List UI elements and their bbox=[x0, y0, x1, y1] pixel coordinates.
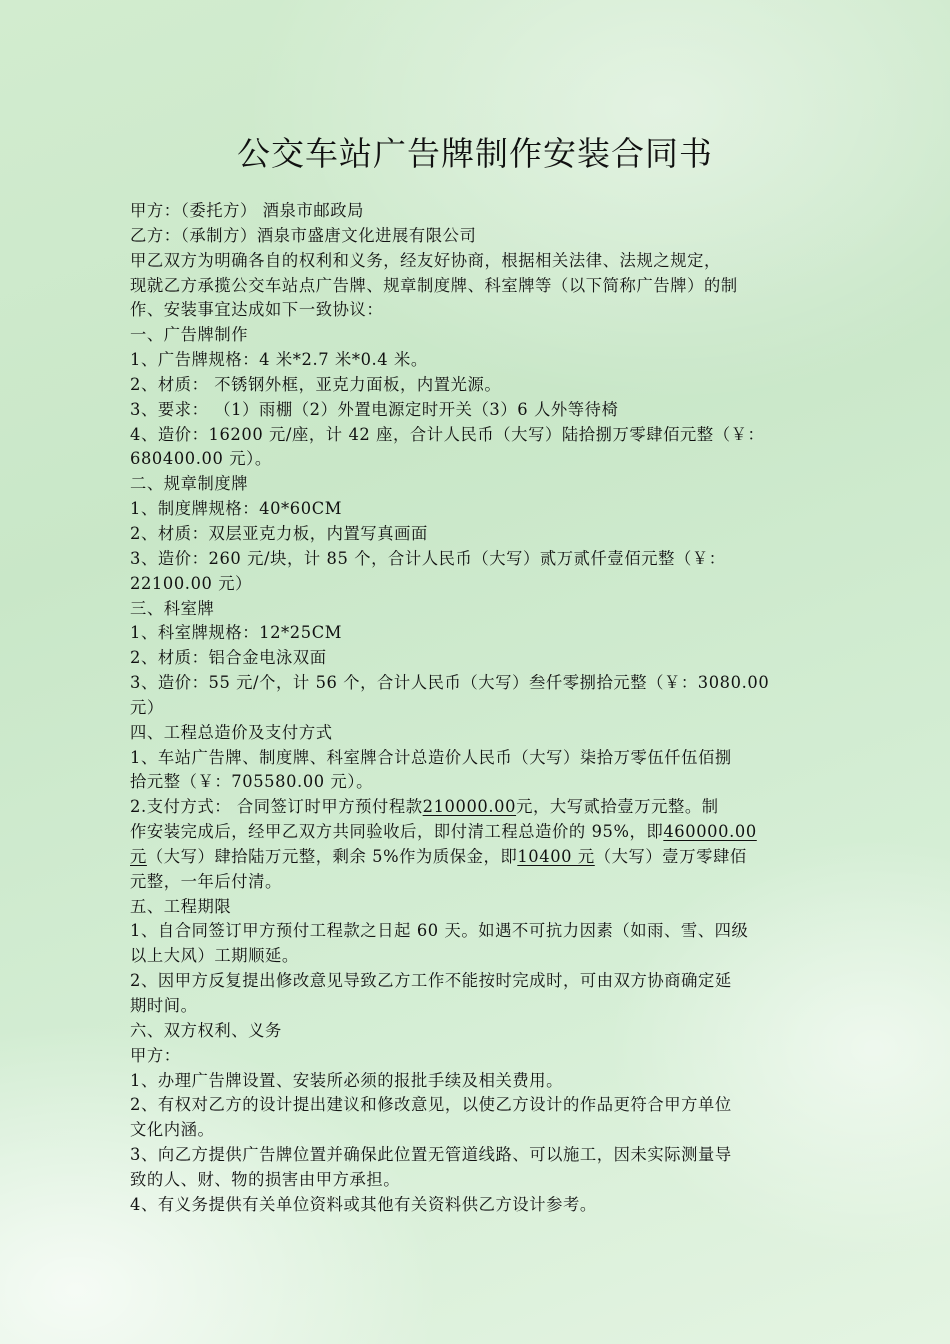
clause-line bbox=[130, 944, 820, 969]
clause-line bbox=[130, 795, 820, 820]
text-segment: 二、规章制度牌 bbox=[130, 474, 249, 494]
section-heading bbox=[130, 597, 820, 622]
clause-line bbox=[130, 820, 820, 845]
text-segment: 作、安装事宜达成如下一致协议： bbox=[130, 300, 384, 320]
clause-line bbox=[130, 696, 820, 721]
clause-line bbox=[130, 870, 820, 895]
text-segment: 1、科室牌规格：12*25CM bbox=[130, 623, 343, 643]
text-segment: 三、科室牌 bbox=[130, 598, 215, 618]
subheading-party-a bbox=[130, 1044, 820, 1069]
preamble-line bbox=[130, 274, 820, 299]
text-segment: 期时间。 bbox=[130, 996, 198, 1015]
text-segment: 1、制度牌规格：40*60CM bbox=[130, 499, 343, 519]
text-segment: 一、广告牌制作 bbox=[130, 325, 249, 345]
text-segment: 2、材质：铝合金电泳双面 bbox=[130, 648, 327, 668]
preamble-line bbox=[130, 249, 820, 274]
text-segment: 四、工程总造价及支付方式 bbox=[130, 722, 333, 742]
text-segment: 元，大写贰拾壹万元整。制 bbox=[516, 797, 719, 817]
section-heading bbox=[130, 472, 820, 497]
contract-body bbox=[130, 199, 820, 1218]
clause-line bbox=[130, 746, 820, 771]
text-segment: 1、车站广告牌、制度牌、科室牌合计总造价人民币（大写）柒拾万零伍仟伍佰捌 bbox=[130, 747, 732, 767]
section-heading bbox=[130, 721, 820, 746]
clause-line bbox=[130, 621, 820, 646]
currency-unit: 元 bbox=[130, 846, 147, 866]
acceptance-payment-amount: 460000.00 bbox=[663, 822, 757, 842]
text-segment: 元） bbox=[130, 697, 164, 717]
clause-line bbox=[130, 1118, 820, 1143]
text-segment: 现就乙方承揽公交车站点广告牌、规章制度牌、科室牌等（以下简称广告牌）的制 bbox=[130, 275, 738, 295]
text-segment: 乙方：（承制方）酒泉市盛唐文化进展有限公司 bbox=[130, 225, 477, 245]
text-segment: 致的人、财、物的损害由甲方承担。 bbox=[130, 1169, 401, 1189]
clause-line bbox=[130, 1143, 820, 1168]
text-segment: 22100.00 元） bbox=[130, 573, 253, 593]
text-segment: （大写）肆拾陆万元整，剩余 5%作为质保金，即 bbox=[146, 846, 518, 866]
text-segment: 3、要求： （1）雨棚（2）外置电源定时开关（3）6 人外等待椅 bbox=[130, 399, 619, 419]
text-segment: 作安装完成后，经甲乙双方共同验收后，即付清工程总造价的 95%，即 bbox=[130, 822, 664, 842]
clause-line bbox=[130, 1168, 820, 1193]
clause-line bbox=[130, 994, 820, 1019]
clause-line bbox=[130, 423, 820, 448]
text-segment: 3、造价：55 元/个，计 56 个，合计人民币（大写）叁仟零捌拾元整（￥：3080.00 bbox=[130, 673, 770, 693]
text-segment: 元整，一年后付清。 bbox=[130, 871, 282, 891]
text-segment: 六、双方权利、义务 bbox=[130, 1020, 282, 1040]
clause-line bbox=[130, 497, 820, 522]
clause-line bbox=[130, 348, 820, 373]
clause-line bbox=[130, 522, 820, 547]
text-segment: 2、因甲方反复提出修改意见导致乙方工作不能按时完成时，可由双方协商确定延 bbox=[130, 971, 732, 991]
text-segment: 甲乙双方为明确各自的权利和义务，经友好协商，根据相关法律、法规之规定， bbox=[130, 250, 721, 270]
clause-line bbox=[130, 646, 820, 671]
text-segment: 甲方： bbox=[130, 1045, 181, 1065]
warranty-amount: 10400 元 bbox=[517, 846, 595, 866]
clause-line bbox=[130, 1069, 820, 1094]
clause-line bbox=[130, 1193, 820, 1218]
text-segment: 1、办理广告牌设置、安装所必须的报批手续及相关费用。 bbox=[130, 1070, 563, 1090]
text-segment: 甲方：（委托方） 酒泉市邮政局 bbox=[130, 201, 364, 220]
text-segment: 1、自合同签订甲方预付工程款之日起 60 天。如遇不可抗力因素（如雨、雪、四级 bbox=[130, 921, 749, 941]
clause-line bbox=[130, 1093, 820, 1118]
text-segment: 拾元整（￥：705580.00 元）。 bbox=[130, 772, 374, 792]
clause-line bbox=[130, 845, 820, 870]
section-heading bbox=[130, 1019, 820, 1044]
text-segment: 2、材质： 不锈钢外框，亚克力面板，内置光源。 bbox=[130, 374, 502, 394]
text-segment: 4、造价：16200 元/座，计 42 座，合计人民币（大写）陆拾捌万零肆佰元整（￥： bbox=[130, 424, 765, 444]
text-segment: 4、有义务提供有关单位资料或其他有关资料供乙方设计参考。 bbox=[130, 1194, 597, 1214]
clause-line bbox=[130, 919, 820, 944]
section-heading bbox=[130, 895, 820, 920]
text-segment: 1、广告牌规格：4 米*2.7 米*0.4 米。 bbox=[130, 350, 428, 370]
clause-line bbox=[130, 398, 820, 423]
clause-line bbox=[130, 770, 820, 795]
text-segment: 680400.00 元）。 bbox=[130, 449, 272, 469]
text-segment: 五、工程期限 bbox=[130, 896, 232, 916]
text-segment: 2.支付方式： 合同签订时甲方预付程款 bbox=[130, 797, 423, 817]
prepayment-amount: 210000.00 bbox=[422, 797, 517, 817]
clause-line bbox=[130, 547, 820, 572]
clause-line bbox=[130, 373, 820, 398]
document-title: 公交车站广告牌制作安装合同书 bbox=[237, 134, 713, 173]
text-segment: 2、有权对乙方的设计提出建议和修改意见，以使乙方设计的作品更符合甲方单位 bbox=[130, 1095, 732, 1115]
party-a-line bbox=[130, 199, 820, 224]
text-segment: 3、向乙方提供广告牌位置并确保此位置无管道线路、可以施工，因未实际测量导 bbox=[130, 1145, 732, 1165]
section-heading bbox=[130, 323, 820, 348]
clause-line bbox=[130, 572, 820, 597]
clause-line bbox=[130, 671, 820, 696]
text-segment: 以上大风）工期顺延。 bbox=[130, 946, 299, 966]
preamble-line bbox=[130, 298, 820, 323]
party-b-line bbox=[130, 224, 820, 249]
text-segment: 2、材质：双层亚克力板，内置写真画面 bbox=[130, 523, 428, 543]
clause-line bbox=[130, 447, 820, 472]
text-segment: 文化内涵。 bbox=[130, 1120, 215, 1140]
text-segment: （大写）壹万零肆佰 bbox=[594, 846, 747, 866]
clause-line bbox=[130, 969, 820, 994]
text-segment: 3、造价：260 元/块，计 85 个，合计人民币（大写）贰万贰仟壹佰元整（￥： bbox=[130, 548, 726, 568]
